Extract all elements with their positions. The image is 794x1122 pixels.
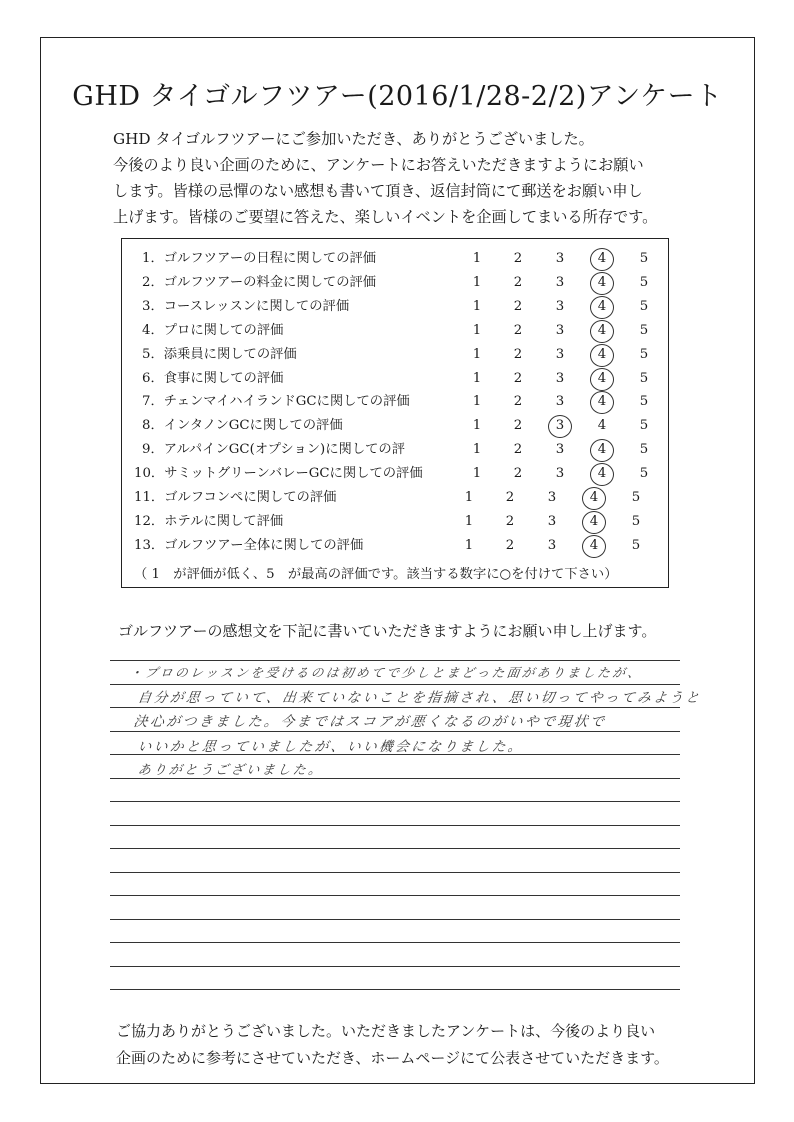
question-row [122,486,668,510]
handwritten-comment: 自分が思っていて、出来ていないことを指摘され、思い切ってやってみようと [136,690,703,706]
question-row [122,295,668,319]
rating-option[interactable]: 4 [597,418,607,434]
rating-option[interactable]: 1 [472,442,482,458]
rating-option[interactable]: 3 [555,442,565,458]
handwritten-comment: いいかと思っていましたが、いい機会になりました。 [136,739,526,755]
question-label: 5．添乗員に関しての評価 [142,346,297,362]
rating-option[interactable]: 1 [472,251,482,266]
question-label: 11．ゴルフコンペに関しての評価 [134,490,337,505]
question-label: 1．ゴルフツアーの日程に関しての評価 [142,251,377,266]
rating-option[interactable]: 5 [639,370,649,386]
rating-option[interactable]: 2 [513,418,523,434]
intro-text [113,126,703,230]
handwritten-comment: ・プロのレッスンを受けるのは初めてで少しとまどった面がありましたが、 [128,665,644,680]
question-label: 9．アルパインGC(オプション)に関しての評 [142,442,406,458]
rating-option[interactable]: 1 [464,513,474,529]
writing-line [110,684,680,685]
rating-option[interactable]: 1 [472,418,482,434]
rating-option[interactable]: 2 [513,274,523,290]
rating-option[interactable]: 5 [631,537,641,553]
question-label: 7．チェンマイハイランドGCに関しての評価 [142,394,410,410]
handwritten-comment: 決心がつきました。今まではスコアが悪くなるのがいやで現状で [132,714,608,730]
question-label: 3．コースレッスンに関しての評価 [142,298,350,314]
rating-option[interactable]: 4 [594,271,610,295]
rating-option[interactable]: 3 [555,370,565,386]
rating-option[interactable]: 2 [513,442,523,458]
question-label: 8．インタノンGCに関しての評価 [142,418,343,434]
intro-line: 今後のより良い企画のために、アンケートにお答えいただきますようにお願い [113,156,644,174]
rating-option[interactable]: 4 [586,486,602,510]
rating-option[interactable]: 5 [639,251,649,266]
rating-option[interactable]: 3 [552,414,568,438]
survey-title: GHD タイゴルフツアー(2016/1/28-2/2)アンケート [72,81,723,112]
writing-line [110,848,680,849]
writing-line [110,707,680,708]
writing-line [110,966,680,967]
rating-option[interactable]: 4 [594,438,610,462]
question-label: 4．プロに関しての評価 [142,322,284,338]
writing-line [110,989,680,990]
writing-line [110,660,680,661]
rating-option[interactable]: 2 [505,490,515,505]
rating-option[interactable]: 3 [547,490,557,505]
rating-option[interactable]: 2 [505,513,515,529]
question-row [122,319,668,343]
rating-option[interactable]: 2 [513,251,523,266]
writing-line [110,825,680,826]
question-row [122,462,668,486]
rating-option[interactable]: 5 [639,346,649,362]
rating-option[interactable]: 1 [472,274,482,290]
writing-line [110,895,680,896]
writing-line [110,872,680,873]
rating-option[interactable]: 5 [631,513,641,529]
writing-line [110,801,680,802]
rating-option[interactable]: 1 [464,490,474,505]
rating-option[interactable]: 5 [639,442,649,458]
rating-option[interactable]: 2 [513,466,523,482]
question-row [122,367,668,391]
comment-prompt: ゴルフツアーの感想文を下記に書いていただきますようにお願い申し上げます。 [118,622,657,640]
rating-option[interactable]: 3 [555,251,565,266]
footer-text [116,1018,716,1072]
intro-line: 上げます。皆様のご要望に答えた、楽しいイベントを企画してまいる所存です。 [113,208,658,226]
question-label: 10．サミットグリーンバレーGCに関しての評価 [134,466,423,482]
question-row [122,390,668,414]
rating-option[interactable]: 3 [555,274,565,290]
question-label: 2．ゴルフツアーの料金に関しての評価 [142,274,377,290]
question-label: 6．食事に関しての評価 [142,370,284,386]
rating-table [121,238,669,588]
rating-option[interactable]: 2 [513,322,523,338]
rating-option[interactable]: 2 [513,370,523,386]
rating-option[interactable]: 2 [505,537,515,553]
question-row [122,271,668,295]
rating-option[interactable]: 4 [594,247,610,271]
intro-line: GHD タイゴルフツアーにご参加いただき、ありがとうございました。 [113,130,594,148]
rating-option[interactable]: 3 [555,346,565,362]
rating-option[interactable]: 4 [594,343,610,367]
rating-option[interactable]: 5 [631,490,641,505]
rating-option[interactable]: 3 [547,537,557,553]
rating-option[interactable]: 2 [513,394,523,410]
rating-option[interactable]: 3 [555,298,565,314]
question-row [122,414,668,438]
question-row [122,247,668,271]
rating-option[interactable]: 3 [555,394,565,410]
rating-option[interactable]: 5 [639,394,649,410]
rating-option[interactable]: 1 [472,346,482,362]
question-row [122,438,668,462]
rating-option[interactable]: 2 [513,298,523,314]
rating-option[interactable]: 1 [472,370,482,386]
handwritten-comment: ありがとうございました。 [136,763,325,778]
rating-option[interactable]: 1 [472,394,482,410]
rating-option[interactable]: 5 [639,298,649,314]
rating-option[interactable]: 4 [586,510,602,534]
rating-option[interactable]: 1 [464,537,474,553]
writing-line [110,919,680,920]
footer-line: 企画のために参考にさせていただき、ホームページにて公表させていただきます。 [116,1049,669,1067]
rating-option[interactable]: 3 [555,466,565,482]
rating-option[interactable]: 1 [472,298,482,314]
writing-line [110,731,680,732]
rating-option[interactable]: 4 [586,534,602,558]
rating-option[interactable]: 4 [594,390,610,414]
footer-line: ご協力ありがとうございました。いただきましたアンケートは、今後のより良い [116,1022,656,1040]
rating-option[interactable]: 4 [594,319,610,343]
question-label: 13．ゴルフツアー全体に関しての評価 [134,537,364,553]
rating-option[interactable]: 1 [472,466,482,482]
rating-option[interactable]: 4 [594,295,610,319]
rating-instructions: （ 1 が評価が低く、5 が最高の評価です。該当する数字に○を付けて下さい） [134,567,618,582]
rating-option[interactable]: 1 [472,322,482,338]
rating-option[interactable]: 2 [513,346,523,362]
rating-option[interactable]: 4 [594,462,610,486]
question-row [122,343,668,367]
intro-line: します。皆様の忌憚のない感想も書いて頂き、返信封筒にて郵送をお願い申し [113,182,643,200]
question-row [122,534,668,558]
rating-option[interactable]: 5 [639,322,649,338]
rating-option[interactable]: 5 [639,466,649,482]
rating-option[interactable]: 5 [639,418,649,434]
writing-line [110,942,680,943]
rating-option[interactable]: 4 [594,367,610,391]
question-label: 12．ホテルに関して評価 [134,513,284,529]
rating-option[interactable]: 3 [547,513,557,529]
rating-option[interactable]: 5 [639,274,649,290]
rating-option[interactable]: 3 [555,322,565,338]
question-row [122,510,668,534]
